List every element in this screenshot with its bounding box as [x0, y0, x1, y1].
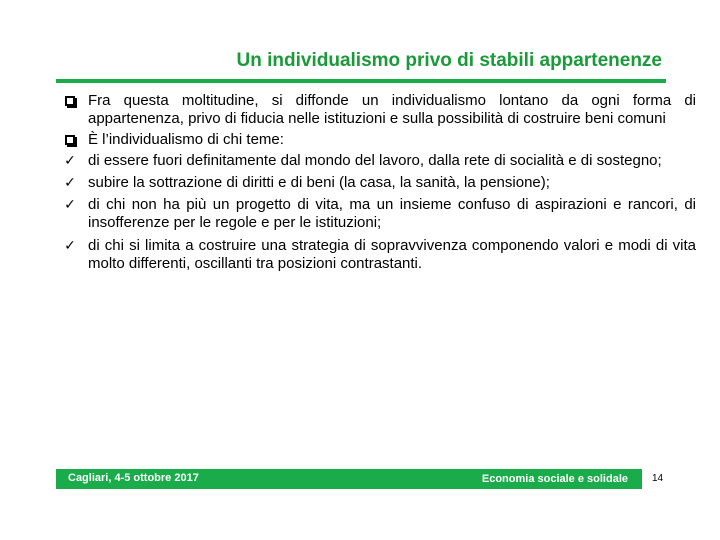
- checkmark-icon: ✓: [64, 197, 76, 213]
- bullet-item: [58, 131, 696, 149]
- bullet-item: [58, 174, 696, 192]
- bullet-item: [58, 152, 696, 170]
- title-divider: [56, 79, 666, 83]
- bullet-text: di essere fuori definitamente dal mondo del lavoro, dalla rete di socialità e di sostegno;: [88, 152, 662, 169]
- bullet-text: È l’individualismo di chi teme:: [88, 131, 284, 148]
- bullet-text: subire la sottrazione di diritti e di beni (la casa, la sanità, la pensione);: [88, 174, 550, 191]
- bullet-list: [58, 92, 696, 273]
- slide-title: Un individualismo privo di stabili appartenenze: [236, 50, 662, 71]
- bullet-item: [58, 92, 696, 128]
- bullet-text: di chi non ha più un progetto di vita, ma un insieme confuso di aspirazioni e rancori, di insofferenze per le regole e per le istituzioni;: [88, 196, 696, 231]
- bullet-text: Fra questa moltitudine, si diffonde un individualismo lontano da ogni forma di appartenenza, privo di fiducia nelle istituzioni e sulla possibilità di costruire beni comuni: [88, 92, 696, 127]
- checkmark-icon: ✓: [64, 238, 76, 254]
- bullet-item: [58, 237, 696, 273]
- bullet-text: di chi si limita a costruire una strategia di sopravvivenza componendo valori e modi di vita molto differenti, oscillanti tra posizioni contrastanti.: [88, 237, 696, 272]
- square-bullet-icon: [60, 131, 80, 149]
- footer-bar: [56, 469, 642, 489]
- checkmark-icon: ✓: [64, 153, 76, 169]
- checkmark-icon: ✓: [64, 175, 76, 191]
- footer-event-date: Cagliari, 4-5 ottobre 2017: [68, 472, 199, 484]
- bullet-item: [58, 196, 696, 232]
- page-number: 14: [652, 473, 664, 484]
- footer-course-title: Economia sociale e solidale: [481, 473, 628, 485]
- square-bullet-icon: [60, 92, 80, 110]
